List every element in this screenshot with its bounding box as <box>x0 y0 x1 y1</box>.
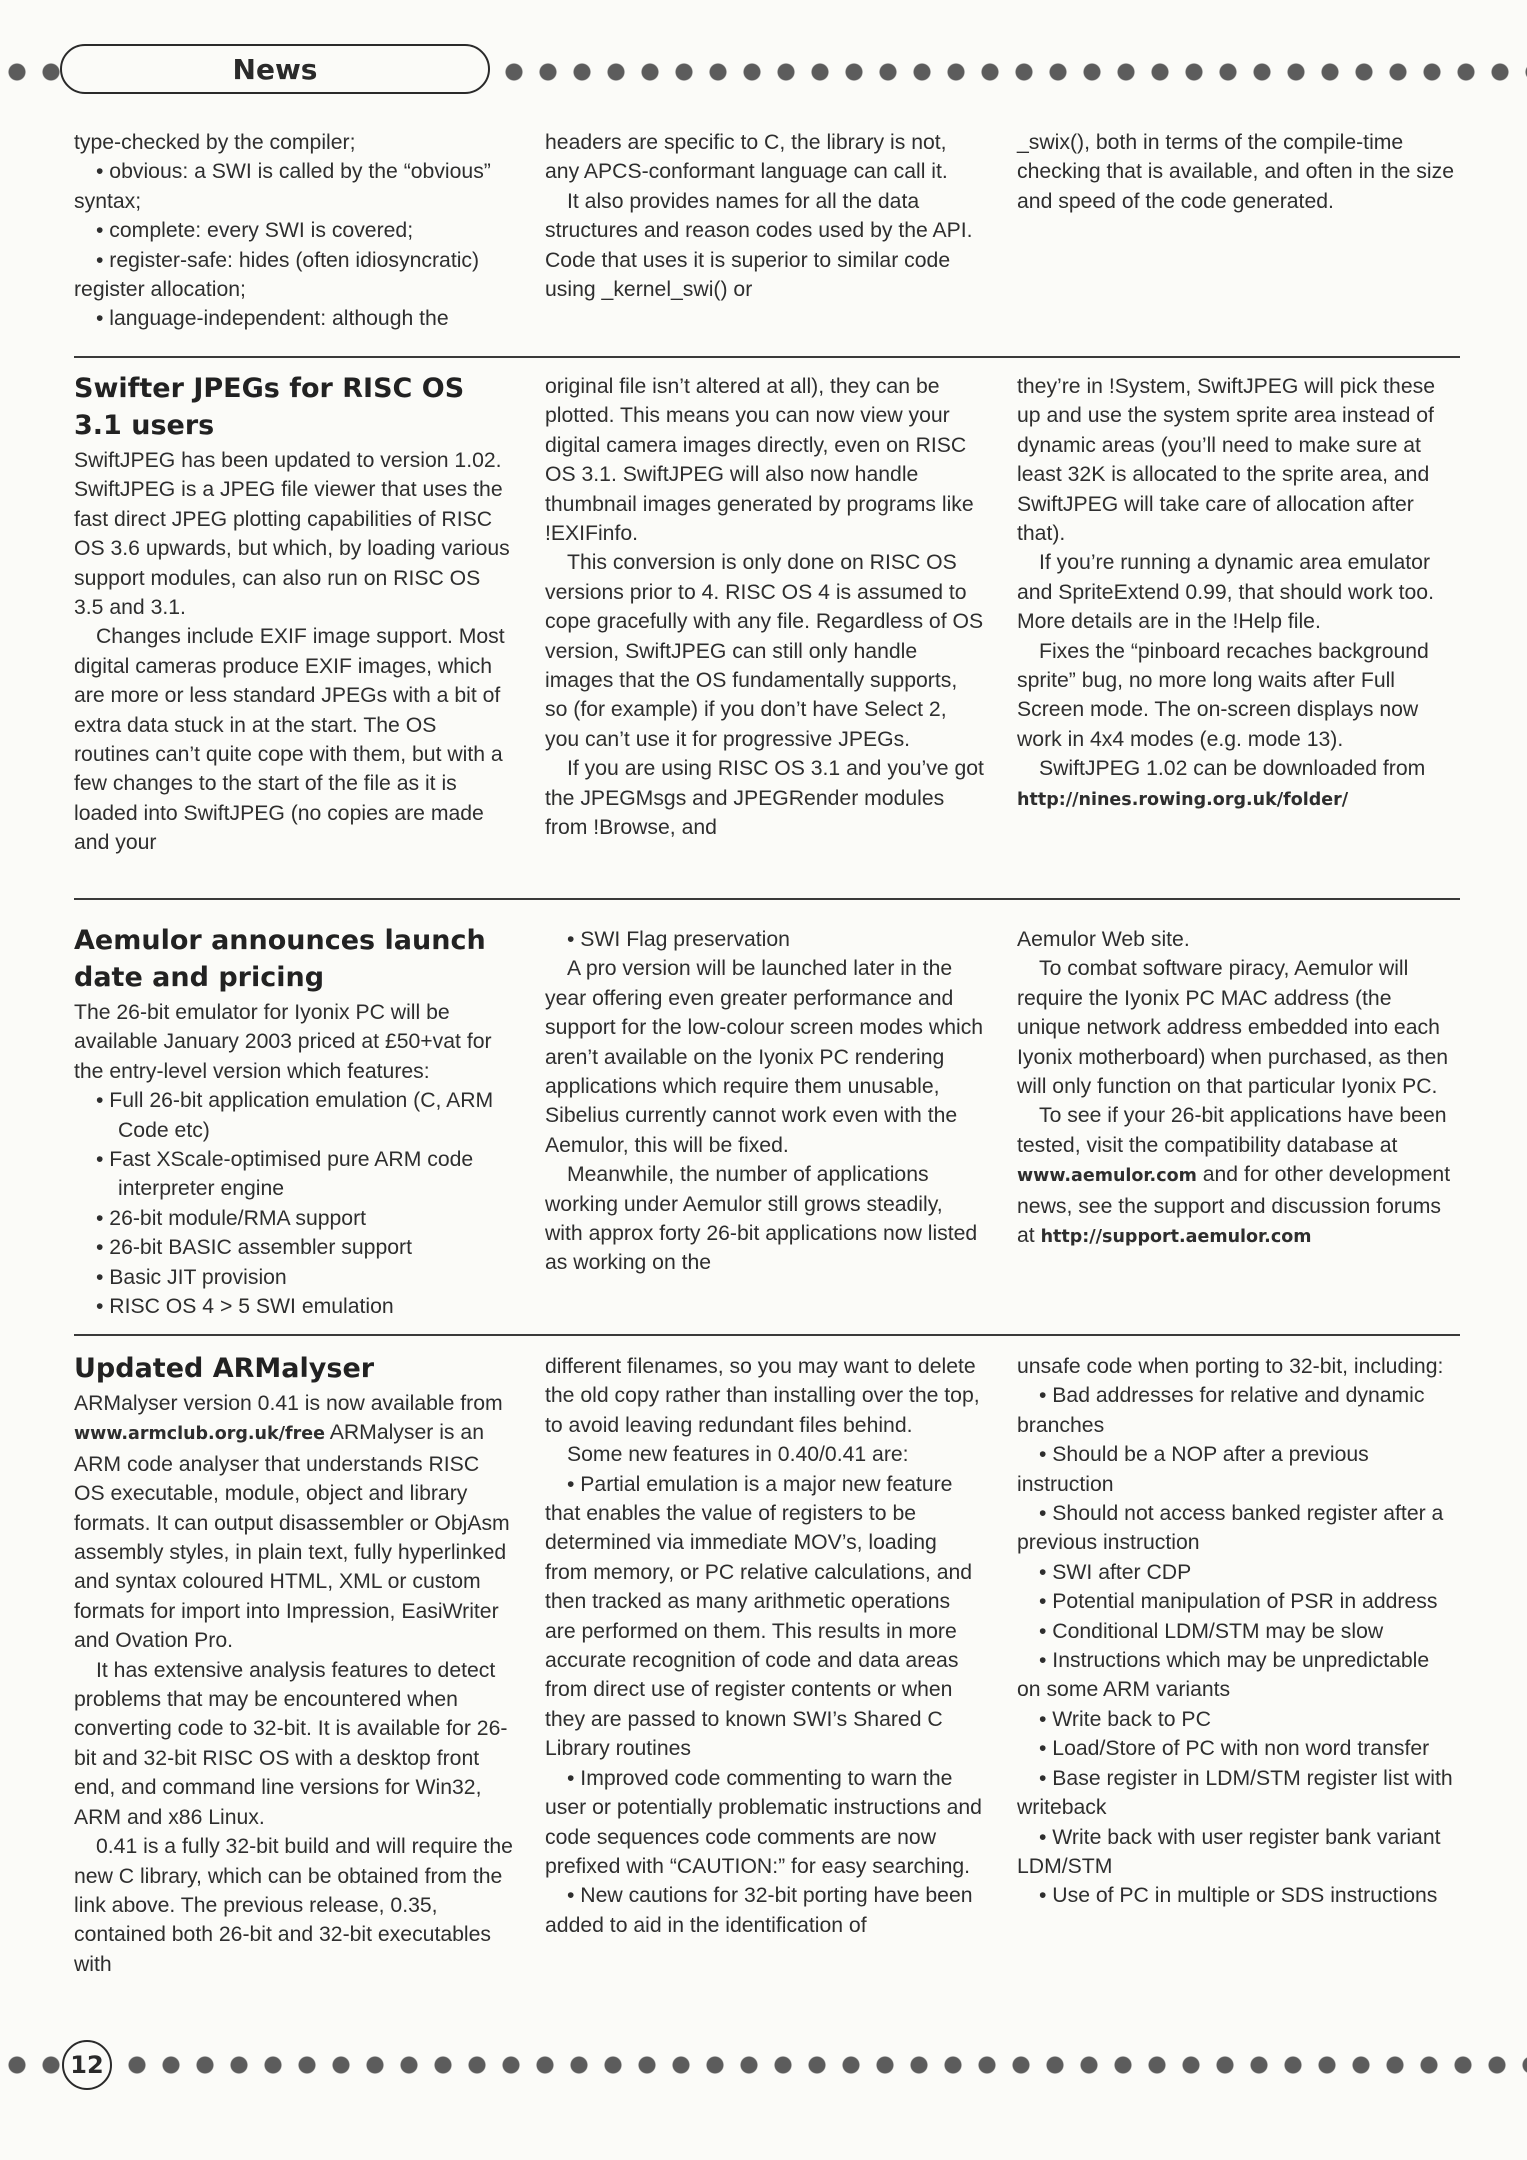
article-paragraph: Changes include EXIF image support. Most digital cameras produce EXIF images, which are more or less standard JPEGs with a bit of extra data stuck in at the start. The OS routines can’t quite cope with them, but with a few changes to the start of the file as it is loaded into SwiftJPEG (no copies are made and your <box>74 625 505 855</box>
feature-item: • New cautions for 32-bit porting have been added to aid in the identification of <box>545 1884 973 1937</box>
footer-dots-left <box>0 2055 68 2075</box>
intro-bullet: • language-independent: although the <box>96 307 449 331</box>
intro-bullet: • complete: every SWI is covered; <box>96 219 414 243</box>
article-paragraph: To combat software piracy, Aemulor will require the Iyonix PC MAC address (the unique network address embedded into each Iyonix motherboard) when purchased, as then will only function on that particular Iyonix PC. <box>1017 957 1449 1099</box>
support-link[interactable]: http://support.aemulor.com <box>1040 1227 1312 1248</box>
compat-text: and for other development news, see the support and discussion forums at <box>1017 1163 1451 1248</box>
armalyser-col-1 <box>74 1350 514 1979</box>
caution-item: • Instructions which may be unpredictable on some ARM variants <box>1017 1649 1430 1702</box>
intro-paragraph: _swix(), both in terms of the compile-time checking that is available, and often in the size and speed of the code generated. <box>1017 131 1454 213</box>
caution-item: • Should be a NOP after a previous instruction <box>1017 1443 1369 1496</box>
section-tab <box>60 44 490 94</box>
article-paragraph: It has extensive analysis features to detect problems that may be encountered when converting code to 32-bit. It is available for 26-bit and 32-bit RISC OS with a desktop front end, and command line versions for Win32, ARM and x86 Linux. <box>74 1658 508 1829</box>
header-dots-right <box>497 62 1527 82</box>
section-label: News <box>232 52 318 86</box>
intro-col-2 <box>545 128 985 304</box>
swiftjpeg-title: Swifter JPEGs for RISC OS 3.1 users <box>74 373 465 441</box>
article-paragraph: Meanwhile, the number of applications working under Aemulor still grows steadily, with approx forty 26-bit applications now listed as working on the <box>545 1163 978 1275</box>
feature-item: • 26-bit BASIC assembler support <box>96 1236 412 1260</box>
aemulor-link[interactable]: www.aemulor.com <box>1017 1166 1197 1187</box>
article-paragraph <box>74 1389 514 1656</box>
swiftjpeg-col-1 <box>74 370 514 858</box>
swiftjpeg-col-2 <box>545 372 985 843</box>
header-dots-left <box>0 62 68 82</box>
caution-item: • SWI after CDP <box>1039 1560 1192 1584</box>
intro-bullet: • register-safe: hides (often idiosyncratic) register allocation; <box>74 248 480 302</box>
caution-item: • Write back with user register bank variant LDM/STM <box>1017 1825 1441 1878</box>
download-link[interactable]: http://nines.rowing.org.uk/folder/ <box>1017 789 1349 810</box>
armalyser-text: ARMalyser is an ARM code analyser that understands RISC OS executable, module, object and library formats. It can output disassembler or ObjAsm assembly styles, in plain text, fully hyperlinked and syntax coloured HTML, XML or custom formats for import into Impression, EasiWriter and Ovation Pro. <box>74 1421 510 1653</box>
article-paragraph: Fixes the “pinboard recaches background sprite” bug, no more long waits after Full Screen mode. The on-screen displays now work in 4x4 modes (e.g. mode 13). <box>1017 639 1429 751</box>
caution-item: • Should not access banked register after a previous instruction <box>1017 1502 1444 1555</box>
compat-paragraph <box>1017 1101 1457 1252</box>
armalyser-title: Updated ARMalyser <box>74 1353 375 1384</box>
armalyser-text: ARMalyser version 0.41 is now available from <box>74 1392 503 1415</box>
article-paragraph: If you’re running a dynamic area emulator and SpriteExtend 0.99, that should work too. More details are in the !Help file. <box>1017 551 1434 634</box>
feature-item: • Basic JIT provision <box>96 1265 287 1289</box>
feature-item: • Partial emulation is a major new feature that enables the value of registers to be determined via immediate MOV’s, loading from memory, or PC relative calculations, and then tracked as many arithmetic operations are performed on them. This results in more accurate recognition of code and data areas from direct use of register contents or when they are passed to known SWI’s Shared C Library routines <box>545 1472 973 1761</box>
article-paragraph: 0.41 is a fully 32-bit build and will require the new C library, which can be obtained from the link above. The previous release, 0.35, contained both 26-bit and 32-bit executables with <box>74 1835 513 1976</box>
divider <box>74 898 1460 900</box>
footer-dots-right <box>120 2055 1527 2075</box>
caution-item: • Use of PC in multiple or SDS instructions <box>1039 1884 1438 1908</box>
article-paragraph: original file isn’t altered at all), they can be plotted. This means you can now view your digital camera images directly, even on RISC OS 3.1. SwiftJPEG will also now handle thumbnail images generated by programs like !EXIFinfo. <box>545 375 974 546</box>
intro-line: type-checked by the compiler; <box>74 131 356 154</box>
page-number-label: 12 <box>70 2051 104 2079</box>
feature-item: • Full 26-bit application emulation (C, ARM Code etc) <box>96 1089 494 1142</box>
page-number <box>62 2040 112 2090</box>
article-paragraph: SwiftJPEG has been updated to version 1.02. SwiftJPEG is a JPEG file viewer that uses the fast direct JPEG plotting capabilities of RISC OS 3.6 upwards, but which, by loading various support modules, can also run on RISC OS 3.5 and 3.1. <box>74 449 510 620</box>
intro-col-1 <box>74 128 514 334</box>
divider <box>74 356 1460 358</box>
aemulor-col-1 <box>74 922 514 1321</box>
article-paragraph: Some new features in 0.40/0.41 are: <box>567 1443 909 1467</box>
download-text: SwiftJPEG 1.02 can be downloaded from <box>1039 757 1426 781</box>
download-paragraph <box>1017 754 1457 815</box>
divider <box>74 1334 1460 1336</box>
article-paragraph: they’re in !System, SwiftJPEG will pick these up and use the system sprite area instead of dynamic areas (you’ll need to make sure at least 32K is allocated to the sprite area, and SwiftJPEG will take care of allocation after that). <box>1017 375 1435 546</box>
article-paragraph: Aemulor Web site. <box>1017 928 1190 951</box>
feature-item: • SWI Flag preservation <box>567 928 790 951</box>
intro-paragraph: It also provides names for all the data structures and reason codes used by the API. Code that uses it is superior to similar code using _kernel_swi() or <box>545 189 973 302</box>
feature-item: • Fast XScale-optimised pure ARM code interpreter engine <box>96 1148 474 1201</box>
article-paragraph: This conversion is only done on RISC OS versions prior to 4. RISC OS 4 is assumed to cope gracefully with any file. Regardless of OS version, SwiftJPEG can still only handle images that the OS fundamentally supports, so (for example) if you don’t have Select 2, you can’t use it for progressive JPEGs. <box>545 551 984 751</box>
caution-item: • Conditional LDM/STM may be slow <box>1039 1619 1384 1643</box>
caution-item: • Bad addresses for relative and dynamic branches <box>1017 1384 1425 1437</box>
armalyser-col-2 <box>545 1352 985 1940</box>
intro-col-3 <box>1017 128 1457 216</box>
caution-item: • Write back to PC <box>1039 1707 1211 1731</box>
feature-item: • Improved code commenting to warn the user or potentially problematic instructions and code sequences code comments are now prefixed with “CAUTION:” for easy searching. <box>545 1766 982 1878</box>
intro-paragraph: headers are specific to C, the library is not, any APCS-conformant language can call it. <box>545 131 948 184</box>
article-paragraph: different filenames, so you may want to delete the old copy rather than installing over the top, to avoid leaving redundant files behind. <box>545 1355 980 1437</box>
caution-item: • Load/Store of PC with non word transfer <box>1039 1737 1430 1761</box>
intro-bullet: • obvious: a SWI is called by the “obvious” syntax; <box>74 160 491 213</box>
article-paragraph: unsafe code when porting to 32-bit, including: <box>1017 1355 1444 1378</box>
compat-text: To see if your 26-bit applications have been tested, visit the compatibility database at <box>1017 1104 1447 1157</box>
armalyser-col-3 <box>1017 1352 1457 1911</box>
aemulor-col-2 <box>545 925 985 1278</box>
swiftjpeg-col-3 <box>1017 372 1457 815</box>
article-paragraph: The 26-bit emulator for Iyonix PC will be available January 2003 priced at £50+vat for the entry-level version which features: <box>74 1001 492 1083</box>
armclub-link[interactable]: www.armclub.org.uk/free <box>74 1424 326 1445</box>
caution-item: • Potential manipulation of PSR in address <box>1039 1590 1438 1614</box>
article-paragraph: A pro version will be launched later in the year offering even greater performance and support for the low-colour screen modes which aren’t available on the Iyonix PC rendering applications which require them unusable, Sibelius currently cannot work even with the Aemulor, this will be fixed. <box>545 957 984 1157</box>
feature-item: • RISC OS 4 > 5 SWI emulation <box>96 1295 394 1319</box>
feature-item: • 26-bit module/RMA support <box>96 1206 367 1230</box>
article-paragraph: If you are using RISC OS 3.1 and you’ve got the JPEGMsgs and JPEGRender modules from !Browse, and <box>545 757 984 840</box>
aemulor-col-3 <box>1017 925 1457 1252</box>
aemulor-title: Aemulor announces launch date and pricing <box>74 925 486 993</box>
caution-item: • Base register in LDM/STM register list with writeback <box>1017 1766 1453 1820</box>
